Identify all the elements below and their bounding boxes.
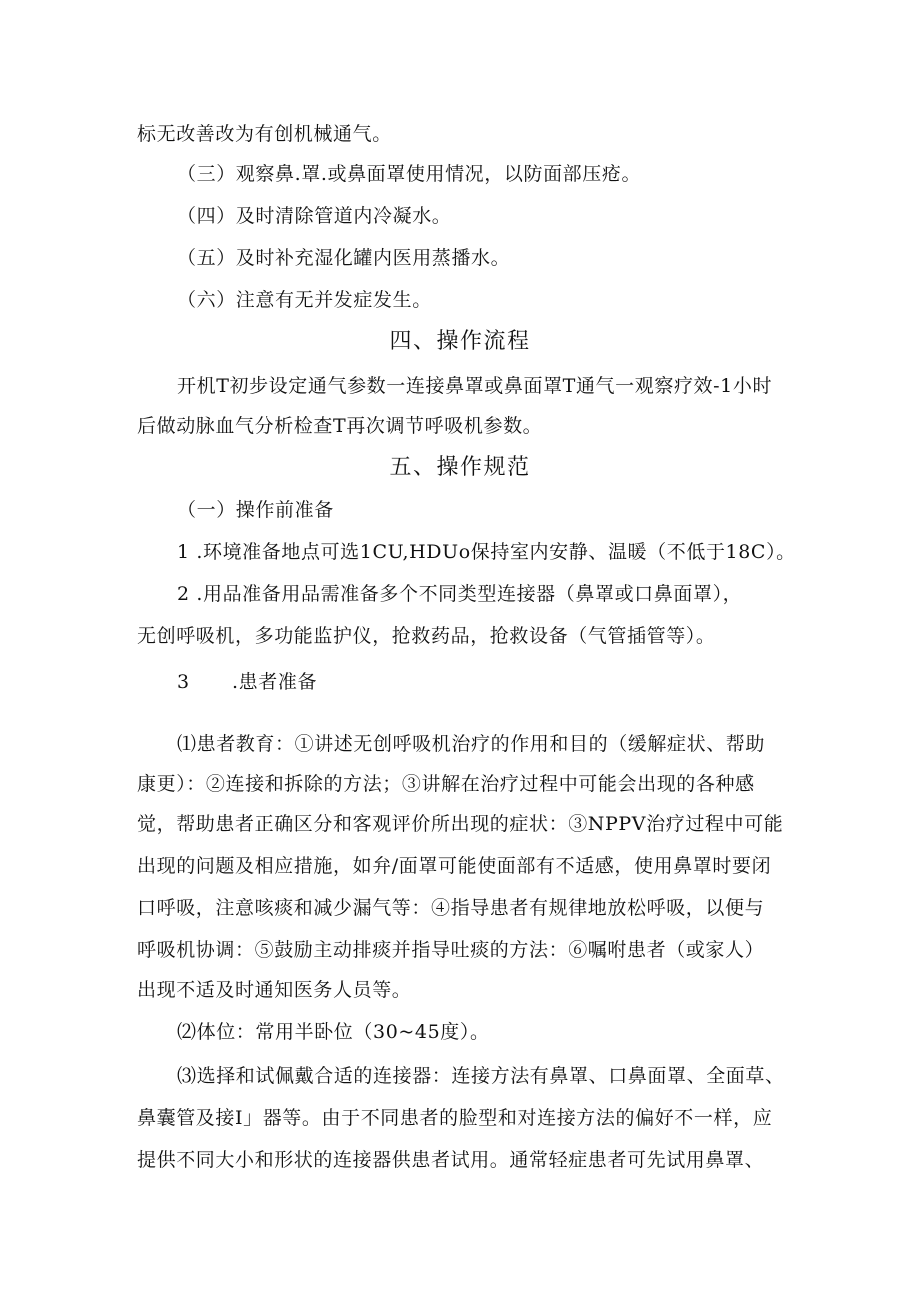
section-4-title: 四、操作流程 — [389, 329, 531, 354]
body-position-line: ⑵体位：常用半卧位（30~45度）。 — [177, 1021, 490, 1043]
patient-education-line: 呼吸机协调：⑤鼓励主动排痰并指导吐痰的方法：⑥嘱咐患者（或家人） — [137, 939, 765, 961]
patient-education-line: ⑴患者教育：①讲述无创呼吸机治疗的作用和目的（缓解症状、帮助 — [177, 733, 766, 755]
section-4-text-line: 后做动脉血气分析检查T再次调节呼吸机参数。 — [137, 415, 543, 437]
list-item-5: （五）及时补充湿化罐内医用蒸播水。 — [177, 247, 511, 269]
connector-selection-line: 提供不同大小和形状的连接器供患者试用。通常轻症患者可先试用鼻罩、 — [137, 1149, 765, 1171]
item-1-line: 1 .环境准备地点可选1CU,HDUo保持室内安静、温暖（不低于18C）。 — [177, 541, 796, 563]
paragraph-line: 标无改善改为有创机械通气。 — [137, 123, 392, 145]
patient-education-line: 口呼吸，注意咳痰和减少漏气等：④指导患者有规律地放松呼吸，以便与 — [137, 897, 765, 919]
patient-education-line: 出现的问题及相应措施，如弁/面罩可能使面部有不适感，使用鼻罩时要闭 — [137, 855, 772, 877]
item-2-line: 无创呼吸机，多功能监护仪，抢救药品，抢救设备（气管插管等）。 — [137, 625, 716, 647]
list-item-4: （四）及时清除管道内冷凝水。 — [177, 205, 452, 227]
list-item-6: （六）注意有无并发症发生。 — [177, 289, 432, 311]
patient-education-line: 出现不适及时通知医务人员等。 — [137, 979, 412, 1001]
section-4-text-line: 开机T初步设定通气参数一连接鼻罩或鼻面罩T通气一观察疗效-1小时 — [177, 375, 773, 397]
connector-selection-line: ⑶选择和试佩戴合适的连接器：连接方法有鼻罩、口鼻面罩、全面草、 — [177, 1065, 785, 1087]
subsection-title: （一）操作前准备 — [177, 499, 334, 521]
item-3-label: .患者准备 — [232, 671, 318, 693]
list-item-3: （三）观察鼻.罩.或鼻面罩使用情况，以防面部压疮。 — [177, 163, 642, 185]
item-3-number: 3 — [177, 671, 190, 693]
item-2-line: 2 .用品准备用品需准备多个不同类型连接器（鼻罩或口鼻面罩）， — [177, 583, 743, 605]
patient-education-line: 康更）：②连接和拆除的方法；③讲解在治疗过程中可能会出现的各种感 — [137, 773, 755, 795]
connector-selection-line: 鼻囊管及接I」器等。由于不同患者的脸型和对连接方法的偏好不一样，应 — [137, 1107, 773, 1129]
section-5-title: 五、操作规范 — [389, 455, 531, 480]
patient-education-line: 觉，帮助患者正确区分和客观评价所出现的症状：③NPPV治疗过程中可能 — [137, 813, 784, 835]
